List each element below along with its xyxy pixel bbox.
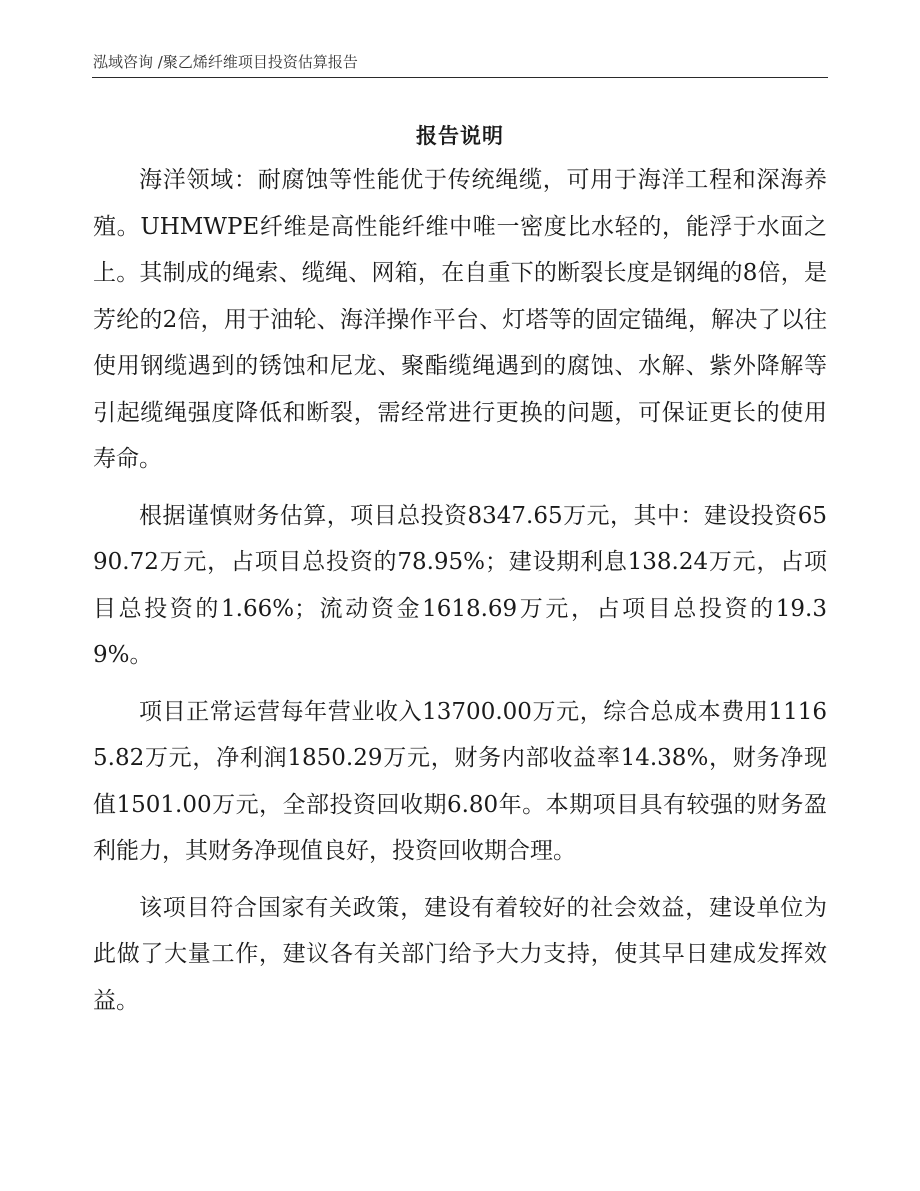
running-header: 泓域咨询 /聚乙烯纤维项目投资估算报告	[93, 53, 358, 71]
paragraph-financial-returns: 项目正常运营每年营业收入13700.00万元，综合总成本费用11165.82万元，净利润1850.29万元，财务内部收益率14.38%，财务净现值1501.00万元，全部投资回收期6.80年。本期项目具有较强的财务盈利能力，其财务净现值良好，投资回收期合理。	[93, 698, 827, 864]
paragraph-conclusion: 该项目符合国家有关政策，建设有着较好的社会效益，建设单位为此做了大量工作，建议各有关部门给予大力支持，使其早日建成发挥效益。	[93, 894, 827, 1014]
paragraph-marine-applications: 海洋领域：耐腐蚀等性能优于传统绳缆，可用于海洋工程和深海养殖。UHMWPE纤维是高性能纤维中唯一密度比水轻的，能浮于水面之上。其制成的绳索、缆绳、网箱，在自重下的断裂长度是钢绳的8倍，是芳纶的2倍，用于油轮、海洋操作平台、灯塔等的固定锚绳，解决了以往使用钢缆遇到的锈蚀和尼龙、聚酯缆绳遇到的腐蚀、水解、紫外降解等引起缆绳强度降低和断裂，需经常进行更换的问题，可保证更长的使用寿命。	[93, 167, 827, 472]
document-body	[93, 157, 827, 1024]
page-title: 报告说明	[416, 124, 504, 148]
header-divider	[92, 77, 828, 78]
paragraph-investment-estimate: 根据谨慎财务估算，项目总投资8347.65万元，其中：建设投资6590.72万元，占项目总投资的78.95%；建设期利息138.24万元，占项目总投资的1.66%；流动资金1618.69万元，占项目总投资的19.39%。	[93, 502, 827, 668]
